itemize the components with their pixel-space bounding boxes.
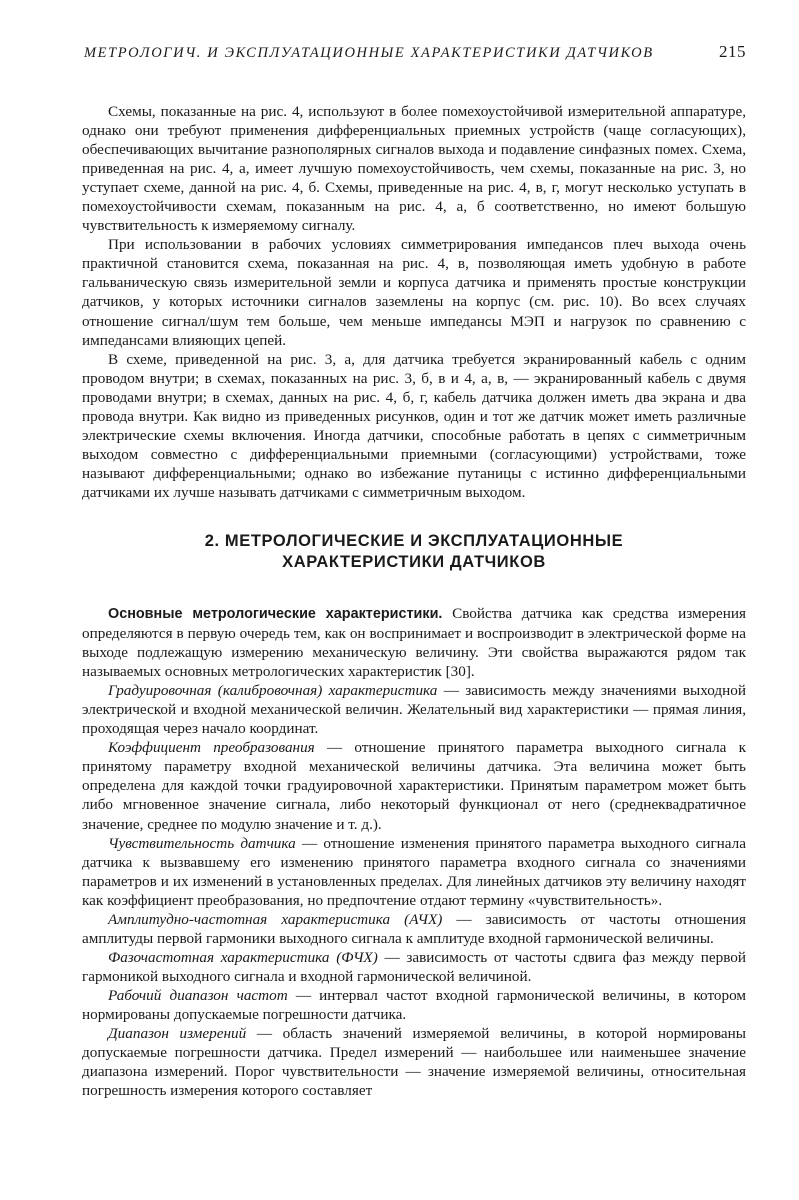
running-head <box>82 42 746 68</box>
definition-term: Коэффициент преобразования <box>108 739 315 757</box>
running-title: МЕТРОЛОГИЧ. И ЭКСПЛУАТАЦИОННЫЕ ХАРАКТЕРИСТИКИ ДАТЧИКОВ <box>84 45 654 61</box>
section-heading-line-1: 2. МЕТРОЛОГИЧЕСКИЕ И ЭКСПЛУАТАЦИОННЫЕ <box>204 531 624 550</box>
definition-text: — отношение принятого параметра выходного сигнала к принятому параметру входной механической величины датчика. Эта величина может быть определена для каждой точки градуировочной характеристики. Принятым параметром может быть либо мгновенное значение сигнала, либо некоторый функционал от него (среднеквадратичное значение, среднее по модулю значение и т. д.). <box>82 739 746 833</box>
page-number: 215 <box>719 42 746 61</box>
definition-term: Основные метрологические характеристики. <box>108 605 443 622</box>
definition-term: Диапазон измерений <box>108 1025 247 1043</box>
paragraph-2: При использовании в рабочих условиях симметрирования импедансов плеч выхода очень практичной становится схема, показанная на рис. 4, в, позволяющая иметь удобную в работе гальваническую связь измерительной земли и корпуса датчика и применять простые конструкции датчиков, у которых источники сигналов заземлены на корпус (см. рис. 10). Во всех случаях отношение сигнал/шум тем больше, чем меньше импедансы МЭП и нагрузок по сравнению с импедансами влияющих цепей. <box>82 236 746 349</box>
definition-basic-characteristics <box>82 604 746 681</box>
definition-text: — зависимость от частоты отношения амплитуды первой гармоники выходного сигнала к амплитуде входной гармонической величины. <box>82 910 746 947</box>
section-heading <box>82 531 746 573</box>
definition-term: Амплитудно-частотная характеристика (АЧХ) <box>108 910 443 928</box>
definition-text: — интервал частот входной гармонической величины, в котором нормированы допускаемые погрешности датчика. <box>82 986 746 1023</box>
definition-measurement-range <box>82 1024 746 1100</box>
definition-text: — зависимость между значениями выходной электрической и входной механической величин. Желательный вид характеристики — прямая линия, проходящая через начало координат. <box>82 682 746 738</box>
paragraph-1: Схемы, показанные на рис. 4, используют в более помехоустойчивой измерительной аппаратуре, однако они требуют применения дифференциальных приемных устройств (чаще согласующих), обеспечивающих вычитание разнополярных сигналов выхода и подавление синфазных помех. Схема, приведенная на рис. 4, а, имеет лучшую помехоустойчивость, чем схемы, показанные на рис. 3, но уступает схеме, данной на рис. 4, б. Схемы, приведенные на рис. 4, в, г, могут несколько уступать в помехоустойчивости схемам, показанным на рис. 4, а, б соответственно, но имеют большую чувствительность к измеряемому сигналу. <box>82 103 746 235</box>
definition-term: Рабочий диапазон частот <box>108 986 288 1004</box>
definition-sensitivity <box>82 834 746 910</box>
definition-calibration-characteristic <box>82 681 746 738</box>
definition-text: — отношение изменения принятого параметра выходного сигнала датчика к вызвавшему его изменению принятого параметра входного сигнала со значениями параметров и их изменений в установленных пределах. Для линейных датчиков эту величину находят как коэффициент преобразования, но предпочтение отдают термину «чувствительность». <box>82 834 746 909</box>
definition-phase-frequency <box>82 948 746 986</box>
paragraph-3: В схеме, приведенной на рис. 3, а, для датчика требуется экранированный кабель с одним проводом внутри; в схемах, показанных на рис. 3, б, в и 4, а, в, — экранированный кабель с двумя проводами внутри; в схемах, данных на рис. 4, б, г, кабель датчика должен иметь два экрана и два провода внутри. Как видно из приведенных рисунков, один и тот же датчик может иметь различные электрические схемы включения. Иногда датчики, способные работать в цепях с симметричным выходом совместно с дифференциальными приемными (согласующими) устройствами, тоже называют дифференциальными; однако во избежание путаницы с истинно дифференциальными датчиками их лучше называть датчиками с симметричным выходом. <box>82 350 746 501</box>
document-page <box>82 42 746 1100</box>
definition-working-frequency-range <box>82 986 746 1024</box>
definition-text: — зависимость от частоты сдвига фаз между первой гармоникой выходного сигнала и входной гармонической величиной. <box>82 948 746 985</box>
section-heading-line-2: ХАРАКТЕРИСТИКИ ДАТЧИКОВ <box>282 552 546 571</box>
definition-term: Фазочастотная характеристика (ФЧХ) <box>108 948 378 966</box>
definition-conversion-coefficient <box>82 738 746 833</box>
definition-amplitude-frequency <box>82 910 746 948</box>
definition-text: — область значений измеряемой величины, в которой нормированы допускаемые погрешности датчика. Предел измерений — наибольшее или наименьшее значение диапазона измерений. Порог чувствительности — значение измеряемой величины, относительная погрешность измерения которого составляет <box>82 1025 746 1100</box>
definition-text: Свойства датчика как средства измерения определяются в первую очередь тем, как он воспринимает и воспроизводит в электрической форме на выходе подлежащую измерению механическую величину. Эти свойства выражаются рядом так называемых основных метрологических характеристик [30]. <box>82 604 746 681</box>
definition-term: Чувствительность датчика <box>108 834 296 852</box>
definition-term: Градуировочная (калибровочная) характеристика <box>108 682 438 700</box>
